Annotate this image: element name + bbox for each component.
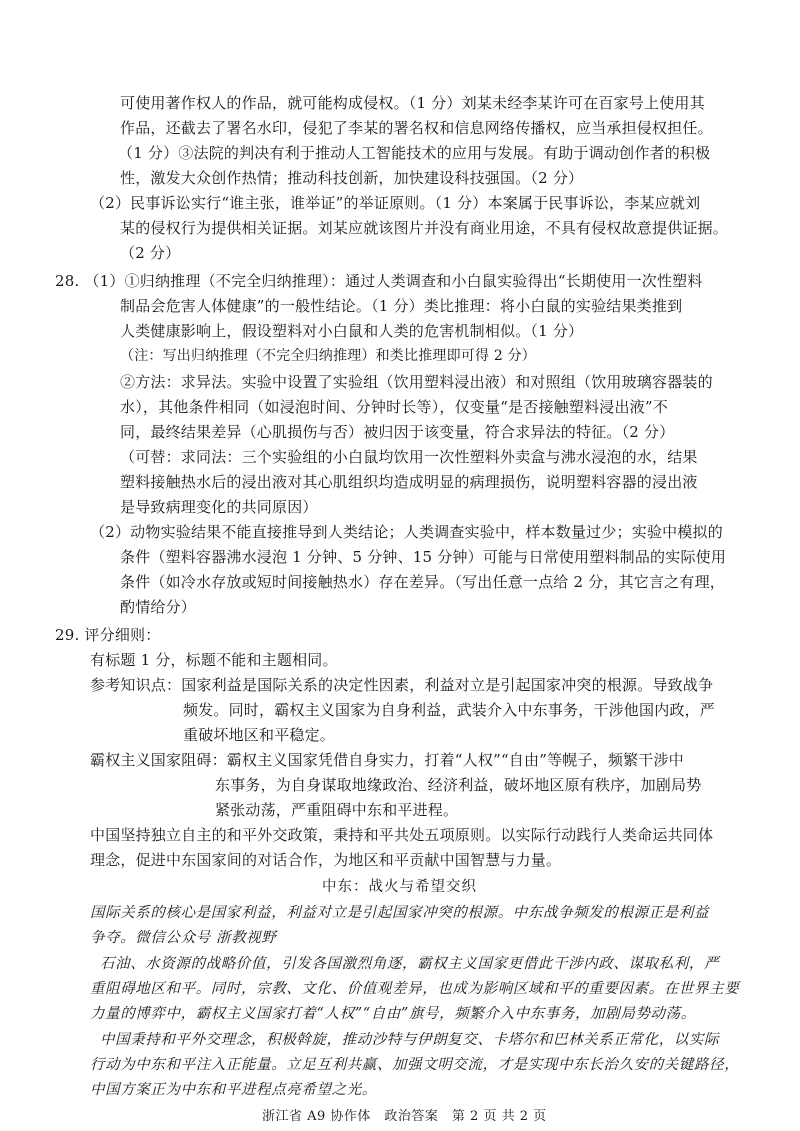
text-line: 是导致病理变化的共同原因） bbox=[120, 498, 318, 516]
scoring-note: （注：写出归纳推理（不完全归纳推理）和类比推理即可得 2 分） bbox=[120, 348, 537, 364]
text-line: 某的侵权行为提供相关证据。刘某应就该图片并没有商业用途，不具有侵权故意提供证据。 bbox=[120, 219, 729, 237]
text-line: （2）动物实验结果不能直接推导到人类结论；人类调查实验中，样本数量过少；实验中模拟的 bbox=[90, 523, 723, 541]
essay-title: 中东：战火与希望交织 bbox=[322, 879, 477, 895]
text-line: 紧张动荡，严重阻碍中东和平进程。 bbox=[215, 801, 459, 819]
text-line: 条件（塑料容器沸水浸泡 1 分钟、5 分钟、15 分钟）可能与日常使用塑料制品的实际使用 bbox=[120, 548, 727, 566]
essay-line: 国际关系的核心是国家利益，利益对立是引起国家冲突的根源。中东战争频发的根源正是利益 bbox=[90, 905, 710, 921]
essay-line: 行动为中东和平注入正能量。立足互利共赢、加强文明交流，才是实现中东长治久安的关键路径， bbox=[90, 1057, 740, 1073]
text-line: 同，最终结果差异（心肌损伤与否）被归因于该变量，符合求异法的特征。（2 分） bbox=[120, 423, 675, 441]
text-line: 频发。同时，霸权主义国家为自身利益，武装介入中东事务，干涉他国内政，严 bbox=[183, 701, 716, 719]
text-line: 东事务，为自身谋取地缘政治、经济利益，破坏地区原有秩序，加剧局势 bbox=[215, 776, 702, 794]
text-line: 作品，还截去了署名水印，侵犯了李某的署名权和信息网络传播权，应当承担侵权担任。 bbox=[120, 119, 713, 137]
text-line: 重破坏地区和平稳定。 bbox=[183, 726, 336, 744]
text-line: 水），其他条件相同（如浸泡时间、分钟时长等），仅变量“是否接触塑料浸出液”不 bbox=[120, 398, 668, 416]
essay-line: 中国方案正为中东和平进程点亮希望之光。 bbox=[90, 1082, 377, 1098]
essay-line: 重阻碍地区和平。同时，宗教、文化、价值观差异，也成为影响区域和平的重要因素。在世界主要 bbox=[90, 981, 740, 997]
text-line: 理念，促进中东国家间的对话合作，为地区和平贡献中国智慧与力量。 bbox=[90, 851, 562, 869]
text-line: （2 分） bbox=[120, 244, 181, 262]
essay-line: 力量的博弈中，霸权主义国家打着“人权”“自由”旗号，频繁介入中东事务，加剧局势动荡。 bbox=[90, 1006, 696, 1022]
essay-line: 石油、水资源的战略价值，引发各国激烈角逐，霸权主义国家更借此干涉内政、谋取私利，严 bbox=[100, 956, 720, 972]
text-line: （可替：求同法：三个实验组的小白鼠均饮用一次性塑料外卖盒与沸水浸泡的水，结果 bbox=[120, 448, 698, 466]
question-29-heading: 29. 评分细则： bbox=[55, 626, 161, 644]
text-line: 中国坚持独立自主的和平外交政策，秉持和平共处五项原则。以实际行动践行人类命运共同体 bbox=[90, 826, 714, 844]
text-line: 塑料接触热水后的浸出液对其心肌组织均造成明显的病理损伤，说明塑料容器的浸出液 bbox=[120, 473, 698, 491]
essay-line: 中国秉持和平外交理念，积极斡旋，推动沙特与伊朗复交、卡塔尔和巴林关系正常化，以实际 bbox=[100, 1032, 720, 1048]
text-line: （2）民事诉讼实行“谁主张，谁举证”的举证原则。（1 分）本案属于民事诉讼，李某应就刘 bbox=[90, 194, 701, 212]
text-line: 酌情给分） bbox=[120, 598, 197, 616]
text-line: 性，激发大众创作热情；推动科技创新，加快建设科技强国。（2 分） bbox=[120, 169, 584, 187]
text-line: （1 分）③法院的判决有利于推动人工智能技术的应用与发展。有助于调动创作者的积极 bbox=[118, 144, 711, 162]
text-line: 霸权主义国家阻碍：霸权主义国家凭借自身实力，打着“人权”“自由”等幌子，频繁干涉中 bbox=[90, 751, 684, 769]
essay-line: 争夺。微信公众号 浙教视野 bbox=[90, 930, 277, 946]
question-28-heading: 28. （1）①归纳推理（不完全归纳推理）：通过人类调查和小白鼠实验得出“长期使用一次性塑料 bbox=[55, 272, 703, 290]
text-line: 有标题 1 分，标题不能和主题相同。 bbox=[90, 651, 338, 669]
text-line: 可使用著作权人的作品，就可能构成侵权。（1 分）刘某未经李某许可在百家号上使用其 bbox=[120, 94, 705, 112]
text-line: 参考知识点：国家利益是国际关系的决定性因素，利益对立是引起国家冲突的根源。导致战争 bbox=[90, 676, 714, 694]
text-line: 制品会危害人体健康”的一般性结论。（1 分）类比推理：将小白鼠的实验结果类推到 bbox=[120, 297, 683, 315]
text-line: 条件（如冷水存放或短时间接触热水）存在差异。（写出任意一点给 2 分，其它言之有理， bbox=[120, 573, 725, 591]
text-line: ②方法：求异法。实验中设置了实验组（饮用塑料浸出液）和对照组（饮用玻璃容器装的 bbox=[120, 373, 713, 391]
page-footer: 浙江省 A9 协作体 政治答案 第 2 页 共 2 页 bbox=[262, 1109, 547, 1124]
text-line: 人类健康影响上，假设塑料对小白鼠和人类的危害机制相似。（1 分） bbox=[120, 322, 584, 340]
